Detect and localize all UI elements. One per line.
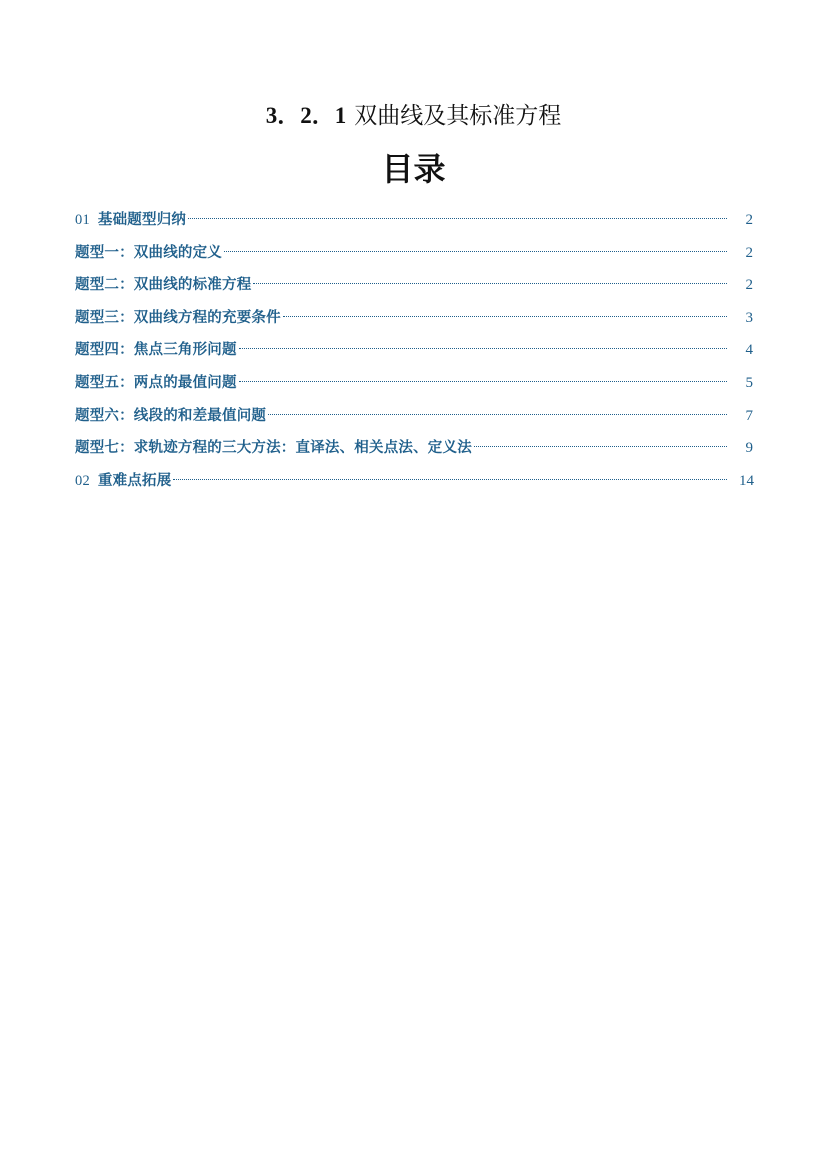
toc-entry-basic-types[interactable] xyxy=(75,204,753,237)
dot-leader xyxy=(224,251,727,252)
toc-page-number: 2 xyxy=(745,244,753,261)
toc-entry-type-2[interactable] xyxy=(75,269,753,302)
toc-entry-label: 题型六：线段的和差最值问题 xyxy=(75,407,267,424)
table-of-contents xyxy=(75,204,753,497)
dot-leader xyxy=(268,414,727,415)
toc-entry-label: 题型七：求轨迹方程的三大方法：直译法、相关点法、定义法 xyxy=(75,440,472,457)
dot-leader xyxy=(239,381,727,382)
toc-page-number: 14 xyxy=(739,472,754,489)
section-title: 双曲线及其标准方程 xyxy=(354,103,562,129)
toc-entry-label: 题型四：焦点三角形问题 xyxy=(75,342,237,359)
toc-page-number: 5 xyxy=(745,374,753,391)
toc-page-number: 7 xyxy=(745,407,753,424)
toc-entry-label: 题型五：两点的最值问题 xyxy=(75,374,237,391)
toc-entry-label: 题型二：双曲线的标准方程 xyxy=(75,277,252,294)
dot-leader xyxy=(188,218,727,219)
dot-leader xyxy=(173,479,727,480)
section-number: 3．2．1 xyxy=(265,103,347,128)
toc-entry-type-6[interactable] xyxy=(75,400,753,433)
toc-entry-label: 01 基础题型归纳 xyxy=(75,212,187,228)
toc-entry-prefix: 02 xyxy=(75,472,90,489)
toc-entry-type-7[interactable] xyxy=(75,432,753,465)
toc-page-number: 3 xyxy=(745,309,753,326)
toc-entry-type-1[interactable] xyxy=(75,237,753,270)
toc-heading: 目录 xyxy=(381,150,446,188)
dot-leader xyxy=(474,446,727,447)
document-title xyxy=(0,100,827,132)
toc-page-number: 4 xyxy=(745,342,753,359)
toc-entry-type-3[interactable] xyxy=(75,302,753,335)
toc-entry-type-4[interactable] xyxy=(75,334,753,367)
toc-entry-advanced[interactable] xyxy=(75,465,753,498)
toc-page-number: 9 xyxy=(745,440,753,457)
dot-leader xyxy=(239,348,727,349)
toc-entry-prefix: 01 xyxy=(75,212,90,228)
toc-page-number: 2 xyxy=(745,277,753,294)
toc-entry-label: 题型三：双曲线方程的充要条件 xyxy=(75,309,281,326)
dot-leader xyxy=(283,316,727,317)
toc-entry-label: 题型一：双曲线的定义 xyxy=(75,244,222,261)
toc-entry-label: 02 重难点拓展 xyxy=(75,472,172,489)
toc-entry-type-5[interactable] xyxy=(75,367,753,400)
dot-leader xyxy=(253,283,727,284)
toc-page-number: 2 xyxy=(745,212,753,228)
